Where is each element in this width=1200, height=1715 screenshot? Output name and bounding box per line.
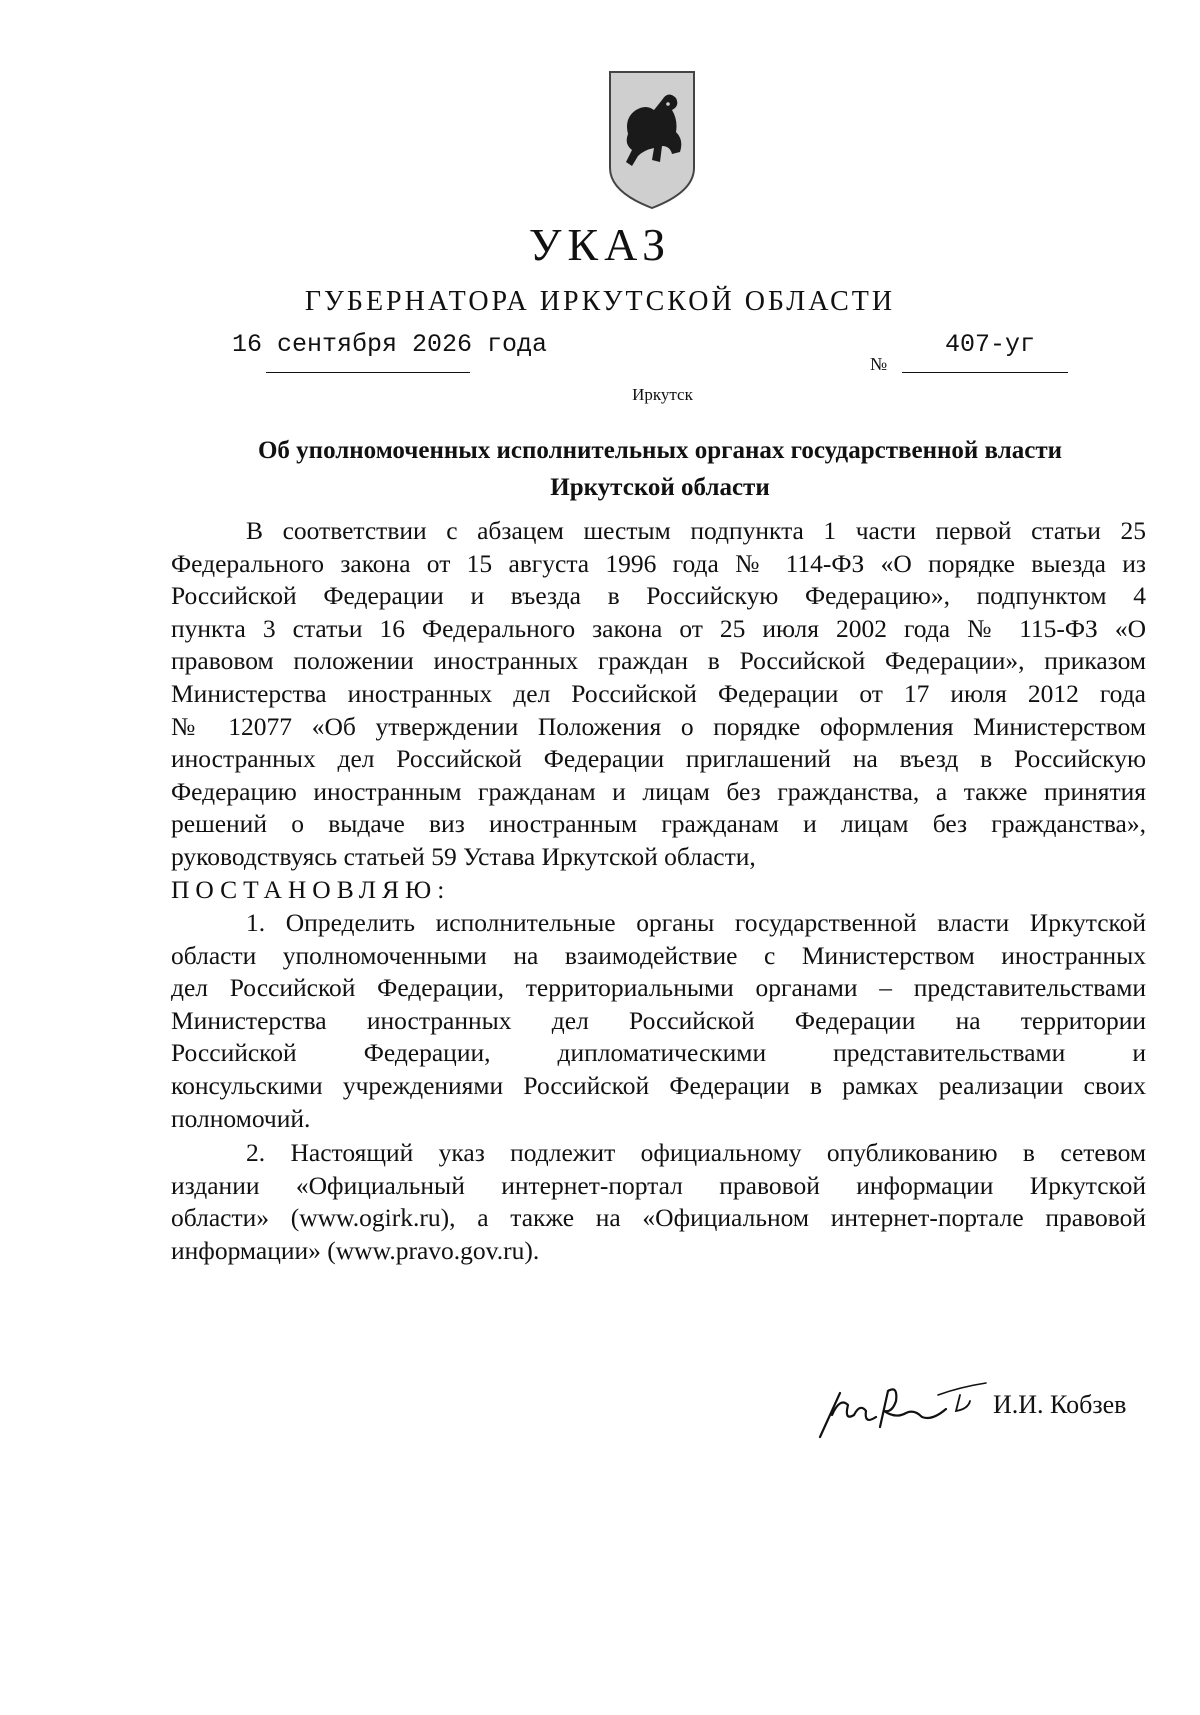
text-line: Министерства иностранных дел Российской Федерации от 17 июля 2012 года [171, 678, 1146, 708]
signer-name: И.И. Кобзев [993, 1390, 1127, 1419]
text-line: дел Российской Федерации, территориальными органами – представительствами [171, 973, 1146, 1003]
text-line: № 12077 «Об утверждении Положения о порядке оформления Министерством [171, 711, 1146, 741]
text-line: издании «Официальный интернет-портал правовой информации Иркутской [171, 1170, 1146, 1200]
text-line: правовом положении иностранных граждан в Российской Федерации», приказом [171, 646, 1146, 676]
number-sign: № [870, 354, 888, 374]
text-line: 2. Настоящий указ подлежит официальному опубликованию в сетевом [246, 1138, 1146, 1167]
text-line: иностранных дел Российской Федерации приглашений на въезд в Российскую [171, 744, 1146, 774]
text-line: 1. Определить исполнительные органы государственной власти Иркутской [246, 908, 1146, 937]
text-line: консульскими учреждениями Российской Федерации в рамках реализации своих [171, 1070, 1146, 1100]
text-line: руководствуясь статьей 59 Устава Иркутской области, [171, 841, 756, 871]
item-1-paragraph [171, 907, 1146, 1135]
heading-line: Иркутской области [550, 474, 770, 501]
text-line: Федерацию иностранным гражданам и лицам без гражданства, а также принятия [171, 776, 1146, 806]
decree-word: ПОСТАНОВЛЯЮ: [171, 874, 451, 904]
text-line: области уполномоченными на взаимодействие с Министерством иностранных [171, 940, 1146, 970]
text-line: Российской Федерации, дипломатическими представительствами и [171, 1038, 1146, 1068]
handwritten-signature [810, 1365, 990, 1455]
text-line: пункта 3 статьи 16 Федерального закона от 25 июля 2002 года № 115-ФЗ «О [171, 613, 1146, 643]
heading-line: Об уполномоченных исполнительных органах государственной власти [257, 437, 1063, 464]
text-line: полномочий. [171, 1103, 311, 1133]
decree-heading [160, 432, 1160, 506]
preamble-paragraph [171, 515, 1146, 906]
document-issuer: ГУБЕРНАТОРА ИРКУТСКОЙ ОБЛАСТИ [304, 286, 896, 317]
item-2-paragraph [171, 1137, 1146, 1267]
text-line: Федерального закона от 15 августа 1996 года № 114-ФЗ «О порядке выезда из [171, 548, 1146, 578]
coat-of-arms-emblem [606, 70, 698, 210]
date-underline [266, 372, 470, 373]
text-line: Российской Федерации и въезда в Российскую Федерацию», подпунктом 4 [171, 581, 1146, 611]
text-line: области» (www.ogirk.ru), а также на «Официальном интернет-портале правовой [171, 1203, 1146, 1233]
number-underline [902, 372, 1068, 373]
document-title: УКАЗ [528, 219, 672, 270]
decree-date: 16 сентября 2026 года [232, 330, 548, 359]
issue-city: Иркутск [632, 385, 693, 404]
text-line: Министерства иностранных дел Российской Федерации на территории [171, 1005, 1146, 1035]
text-line: В соответствии с абзацем шестым подпункта 1 части первой статьи 25 [246, 516, 1146, 545]
text-line: решений о выдаче виз иностранным гражданам и лицам без гражданства», [171, 809, 1146, 839]
decree-number: 407-уг [945, 330, 1036, 359]
text-line: информации» (www.pravo.gov.ru). [171, 1235, 540, 1265]
